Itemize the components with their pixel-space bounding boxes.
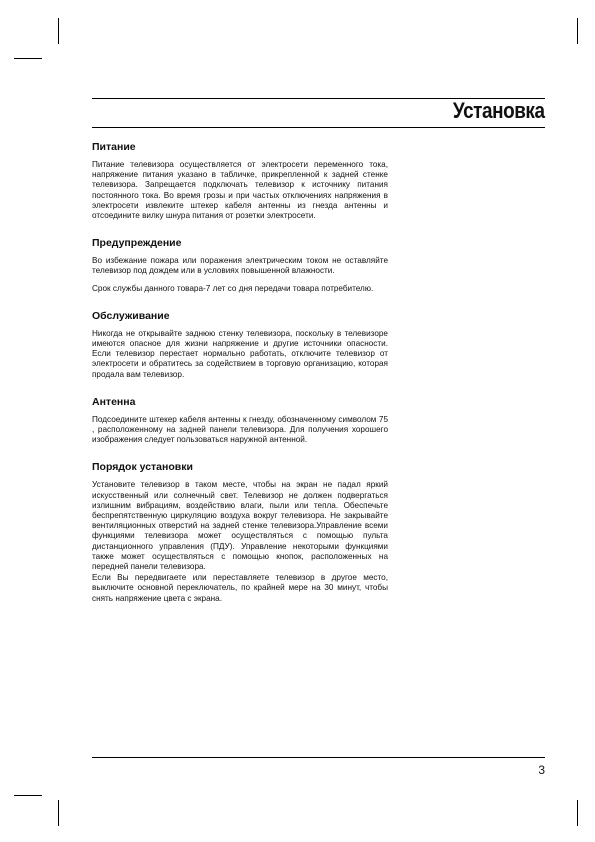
footer-rule xyxy=(92,757,545,758)
crop-mark-bottom-left xyxy=(58,800,59,826)
crop-mark-top-left xyxy=(58,18,59,44)
section-heading: Предупреждение xyxy=(92,237,182,250)
section-paragraph: Во избежание пожара или поражения электрическим током не оставляйте телевизор под дождем или в условиях повышенной влажности. xyxy=(92,256,388,276)
page-number: 3 xyxy=(538,763,545,777)
section-heading: Питание xyxy=(92,141,136,153)
section-paragraph: Установите телевизор в таком месте, чтобы на экран не падал яркий искусственный или солнечный свет. Телевизор не должен подвергаться излишним вибрациям, воздействию влаги, пыли или тепла. Обеспечьте беспрепятственную циркуляцию воздуха вокруг телевизора. Не закрывайте вентиляционных отверстий на задней стенке телевизора.Управление всеми функциями телевизора может осуществляться с помощью пульта дистанционного управления (ПДУ). Управление некоторыми функциями также может осуществляться с помощью кнопок, расположенных на передней панели телевизора. xyxy=(92,480,388,572)
section-paragraph: Если Вы передвигаете или переставляете телевизор в другое место, выключите основной переключатель, по крайней мере на 30 минут, чтобы снять напряжение цвета с экрана. xyxy=(92,573,388,603)
page-content xyxy=(92,141,388,620)
section-antenna xyxy=(92,396,388,446)
page-title: Установка xyxy=(453,98,545,123)
section-installation xyxy=(92,461,388,603)
section-heading: Порядок установки xyxy=(92,461,193,474)
crop-mark-bottom-left-h xyxy=(14,795,42,796)
section-paragraph: Питание телевизора осуществляется от электросети переменного тока, напряжение питания указано в табличке, прикрепленной к задней стенке телевизора. Запрещается подключать телевизор к источнику питания постоянного тока. Во время грозы и при частых отключениях напряжения в электросети извлеките штекер кабеля антенны из гнезда антенны и отсоедините вилку шнура питания от розетки электросети. xyxy=(92,160,388,221)
header-bottom-rule xyxy=(92,127,545,128)
crop-mark-bottom-right xyxy=(577,800,578,826)
section-heading: Антенна xyxy=(92,395,136,408)
section-paragraph: Никогда не открывайте заднюю стенку телевизора, поскольку в телевизоре имеются опасное для жизни напряжение и другие источники опасности. Если телевизор перестает нормально работать, отключите телевизор от электросети и обратитесь за содействием в торговую организацию, которая продала вам телевизор. xyxy=(92,328,388,379)
section-heading: Обслуживание xyxy=(92,309,170,322)
section-paragraph: Подсоедините штекер кабеля антенны к гнезду, обозначенному символом 75 , расположенному на задней панели телевизора. Для получения хорошего изображения следует пользоваться наружной антенной. xyxy=(92,414,388,445)
crop-mark-top-right xyxy=(577,18,578,44)
section-warning xyxy=(92,237,388,294)
crop-mark-top-left-h xyxy=(14,58,42,59)
section-maintenance xyxy=(92,310,388,380)
section-paragraph: Срок службы данного товара-7 лет со дня передачи товара потребителю. xyxy=(92,283,374,293)
section-power xyxy=(92,141,388,221)
